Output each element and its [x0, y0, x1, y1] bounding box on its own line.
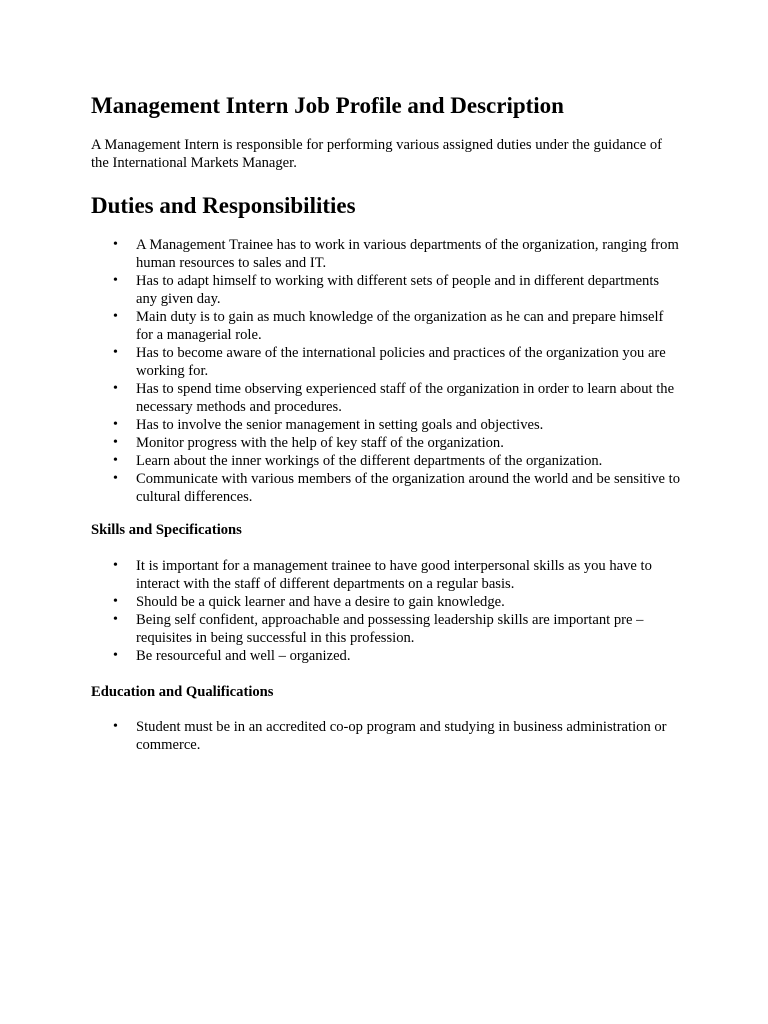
bullet-icon: • [113, 237, 118, 252]
list-item-text: Student must be in an accredited co-op program and studying in business administration or commerce. [136, 719, 667, 753]
list-item [91, 452, 681, 470]
list-item [91, 557, 681, 593]
duties-heading: Duties and Responsibilities [91, 193, 356, 218]
list-item [91, 718, 681, 754]
bullet-icon: • [113, 417, 118, 432]
list-item [91, 272, 681, 308]
duties-list [91, 236, 681, 506]
list-item-text: Monitor progress with the help of key staff of the organization. [136, 435, 504, 451]
education-heading: Education and Qualifications [91, 684, 274, 700]
list-item [91, 647, 681, 665]
bullet-icon: • [113, 381, 118, 396]
list-item [91, 344, 681, 380]
list-item-text: Has to spend time observing experienced staff of the organization in order to learn about the necessary methods and procedures. [136, 381, 675, 415]
list-item-text: Has to become aware of the international policies and practices of the organization you are working for. [136, 345, 666, 379]
list-item-text: Learn about the inner workings of the different departments of the organization. [136, 453, 603, 469]
list-item [91, 236, 681, 272]
list-item [91, 434, 681, 452]
list-item-text: Has to adapt himself to working with different sets of people and in different departments any given day. [136, 273, 660, 307]
page-title: Management Intern Job Profile and Description [91, 93, 564, 118]
bullet-icon: • [113, 648, 118, 663]
bullet-icon: • [113, 435, 118, 450]
list-item-text: Has to involve the senior management in setting goals and objectives. [136, 417, 544, 433]
list-item-text: Should be a quick learner and have a desire to gain knowledge. [136, 594, 505, 610]
intro-paragraph: A Management Intern is responsible for performing various assigned duties under the guidance of the International Markets Manager. [91, 137, 663, 171]
list-item [91, 593, 681, 611]
bullet-icon: • [113, 558, 118, 573]
list-item [91, 380, 681, 416]
list-item-text: A Management Trainee has to work in various departments of the organization, ranging from human resources to sales and IT. [136, 237, 679, 271]
list-item-text: Be resourceful and well – organized. [136, 648, 351, 664]
bullet-icon: • [113, 345, 118, 360]
list-item [91, 470, 681, 506]
list-item [91, 308, 681, 344]
list-item [91, 416, 681, 434]
skills-heading: Skills and Specifications [91, 522, 242, 538]
bullet-icon: • [113, 719, 118, 734]
bullet-icon: • [113, 594, 118, 609]
education-list [91, 718, 681, 754]
bullet-icon: • [113, 612, 118, 627]
list-item [91, 611, 681, 647]
bullet-icon: • [113, 309, 118, 324]
list-item-text: Being self confident, approachable and possessing leadership skills are important pre – requisites in being successful in this profession. [136, 612, 644, 646]
skills-list [91, 557, 681, 665]
bullet-icon: • [113, 471, 118, 486]
list-item-text: Communicate with various members of the organization around the world and be sensitive to cultural differences. [136, 471, 681, 505]
list-item-text: It is important for a management trainee to have good interpersonal skills as you have to interact with the staff of different departments on a regular basis. [136, 558, 652, 592]
bullet-icon: • [113, 273, 118, 288]
bullet-icon: • [113, 453, 118, 468]
list-item-text: Main duty is to gain as much knowledge of the organization as he can and prepare himself for a managerial role. [136, 309, 664, 343]
